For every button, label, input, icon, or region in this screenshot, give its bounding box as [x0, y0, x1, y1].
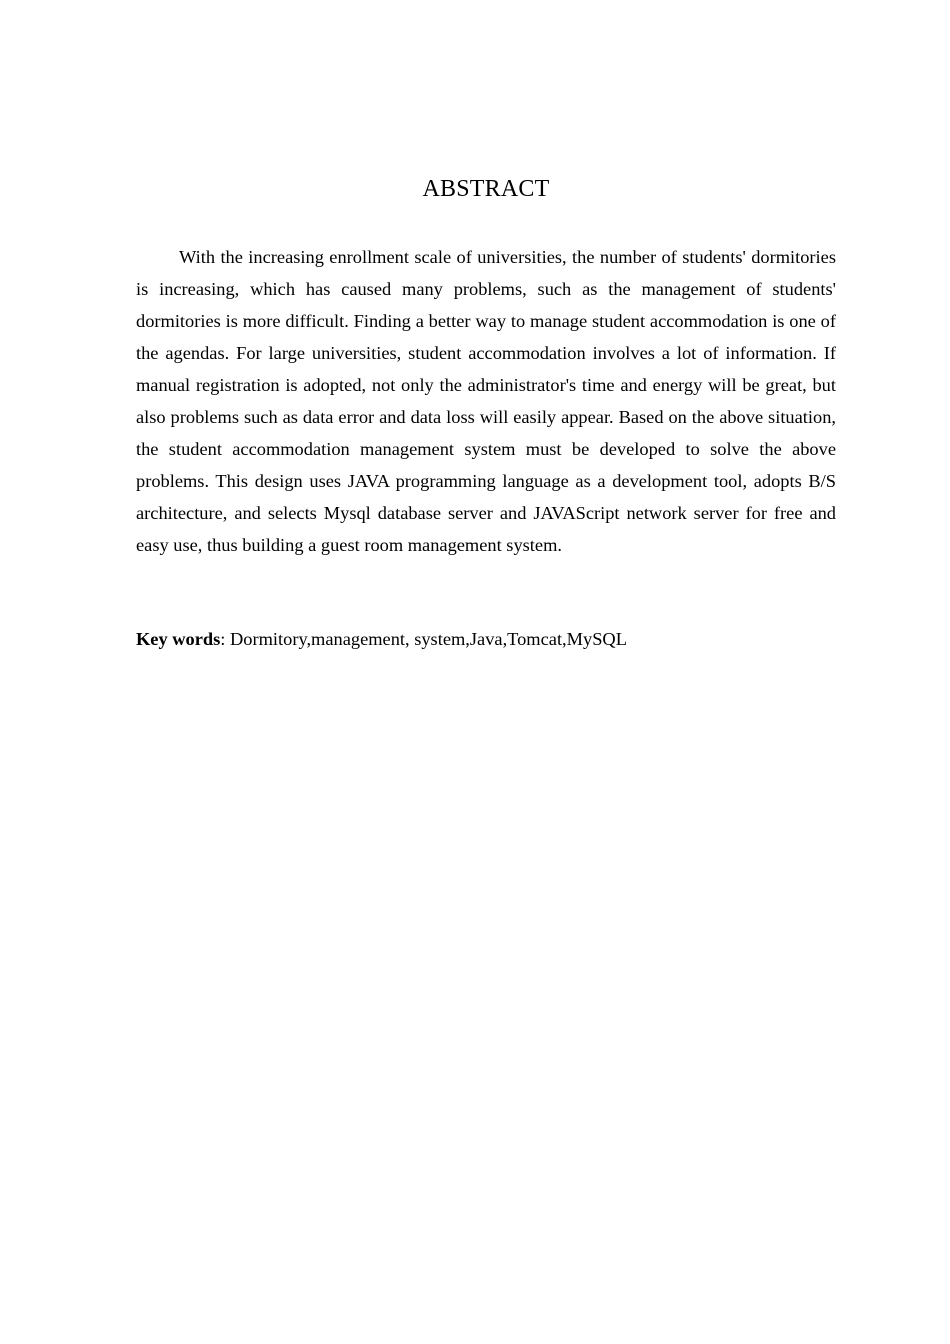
- keywords-separator: :: [220, 629, 231, 649]
- keywords-line: [136, 625, 836, 653]
- abstract-paragraph: With the increasing enrollment scale of universities, the number of students' dormitories is increasing, which has caused many problems, such as the management of students' dormitories is more difficult. Finding a better way to manage student accommodation is one of the agendas. For large universities, student accommodation involves a lot of information. If manual registration is adopted, not only the administrator's time and energy will be great, but also problems such as data error and data loss will easily appear. Based on the above situation, the student accommodation management system must be developed to solve the above problems. This design uses JAVA programming language as a development tool, adopts B/S architecture, and selects Mysql database server and JAVAScript network server for free and easy use, thus building a guest room management system.: [136, 247, 836, 555]
- keywords-label: Key words: [136, 629, 221, 649]
- abstract-title: ABSTRACT: [422, 176, 550, 202]
- keywords-value: Dormitory,management, system,Java,Tomcat,MySQL: [230, 629, 627, 649]
